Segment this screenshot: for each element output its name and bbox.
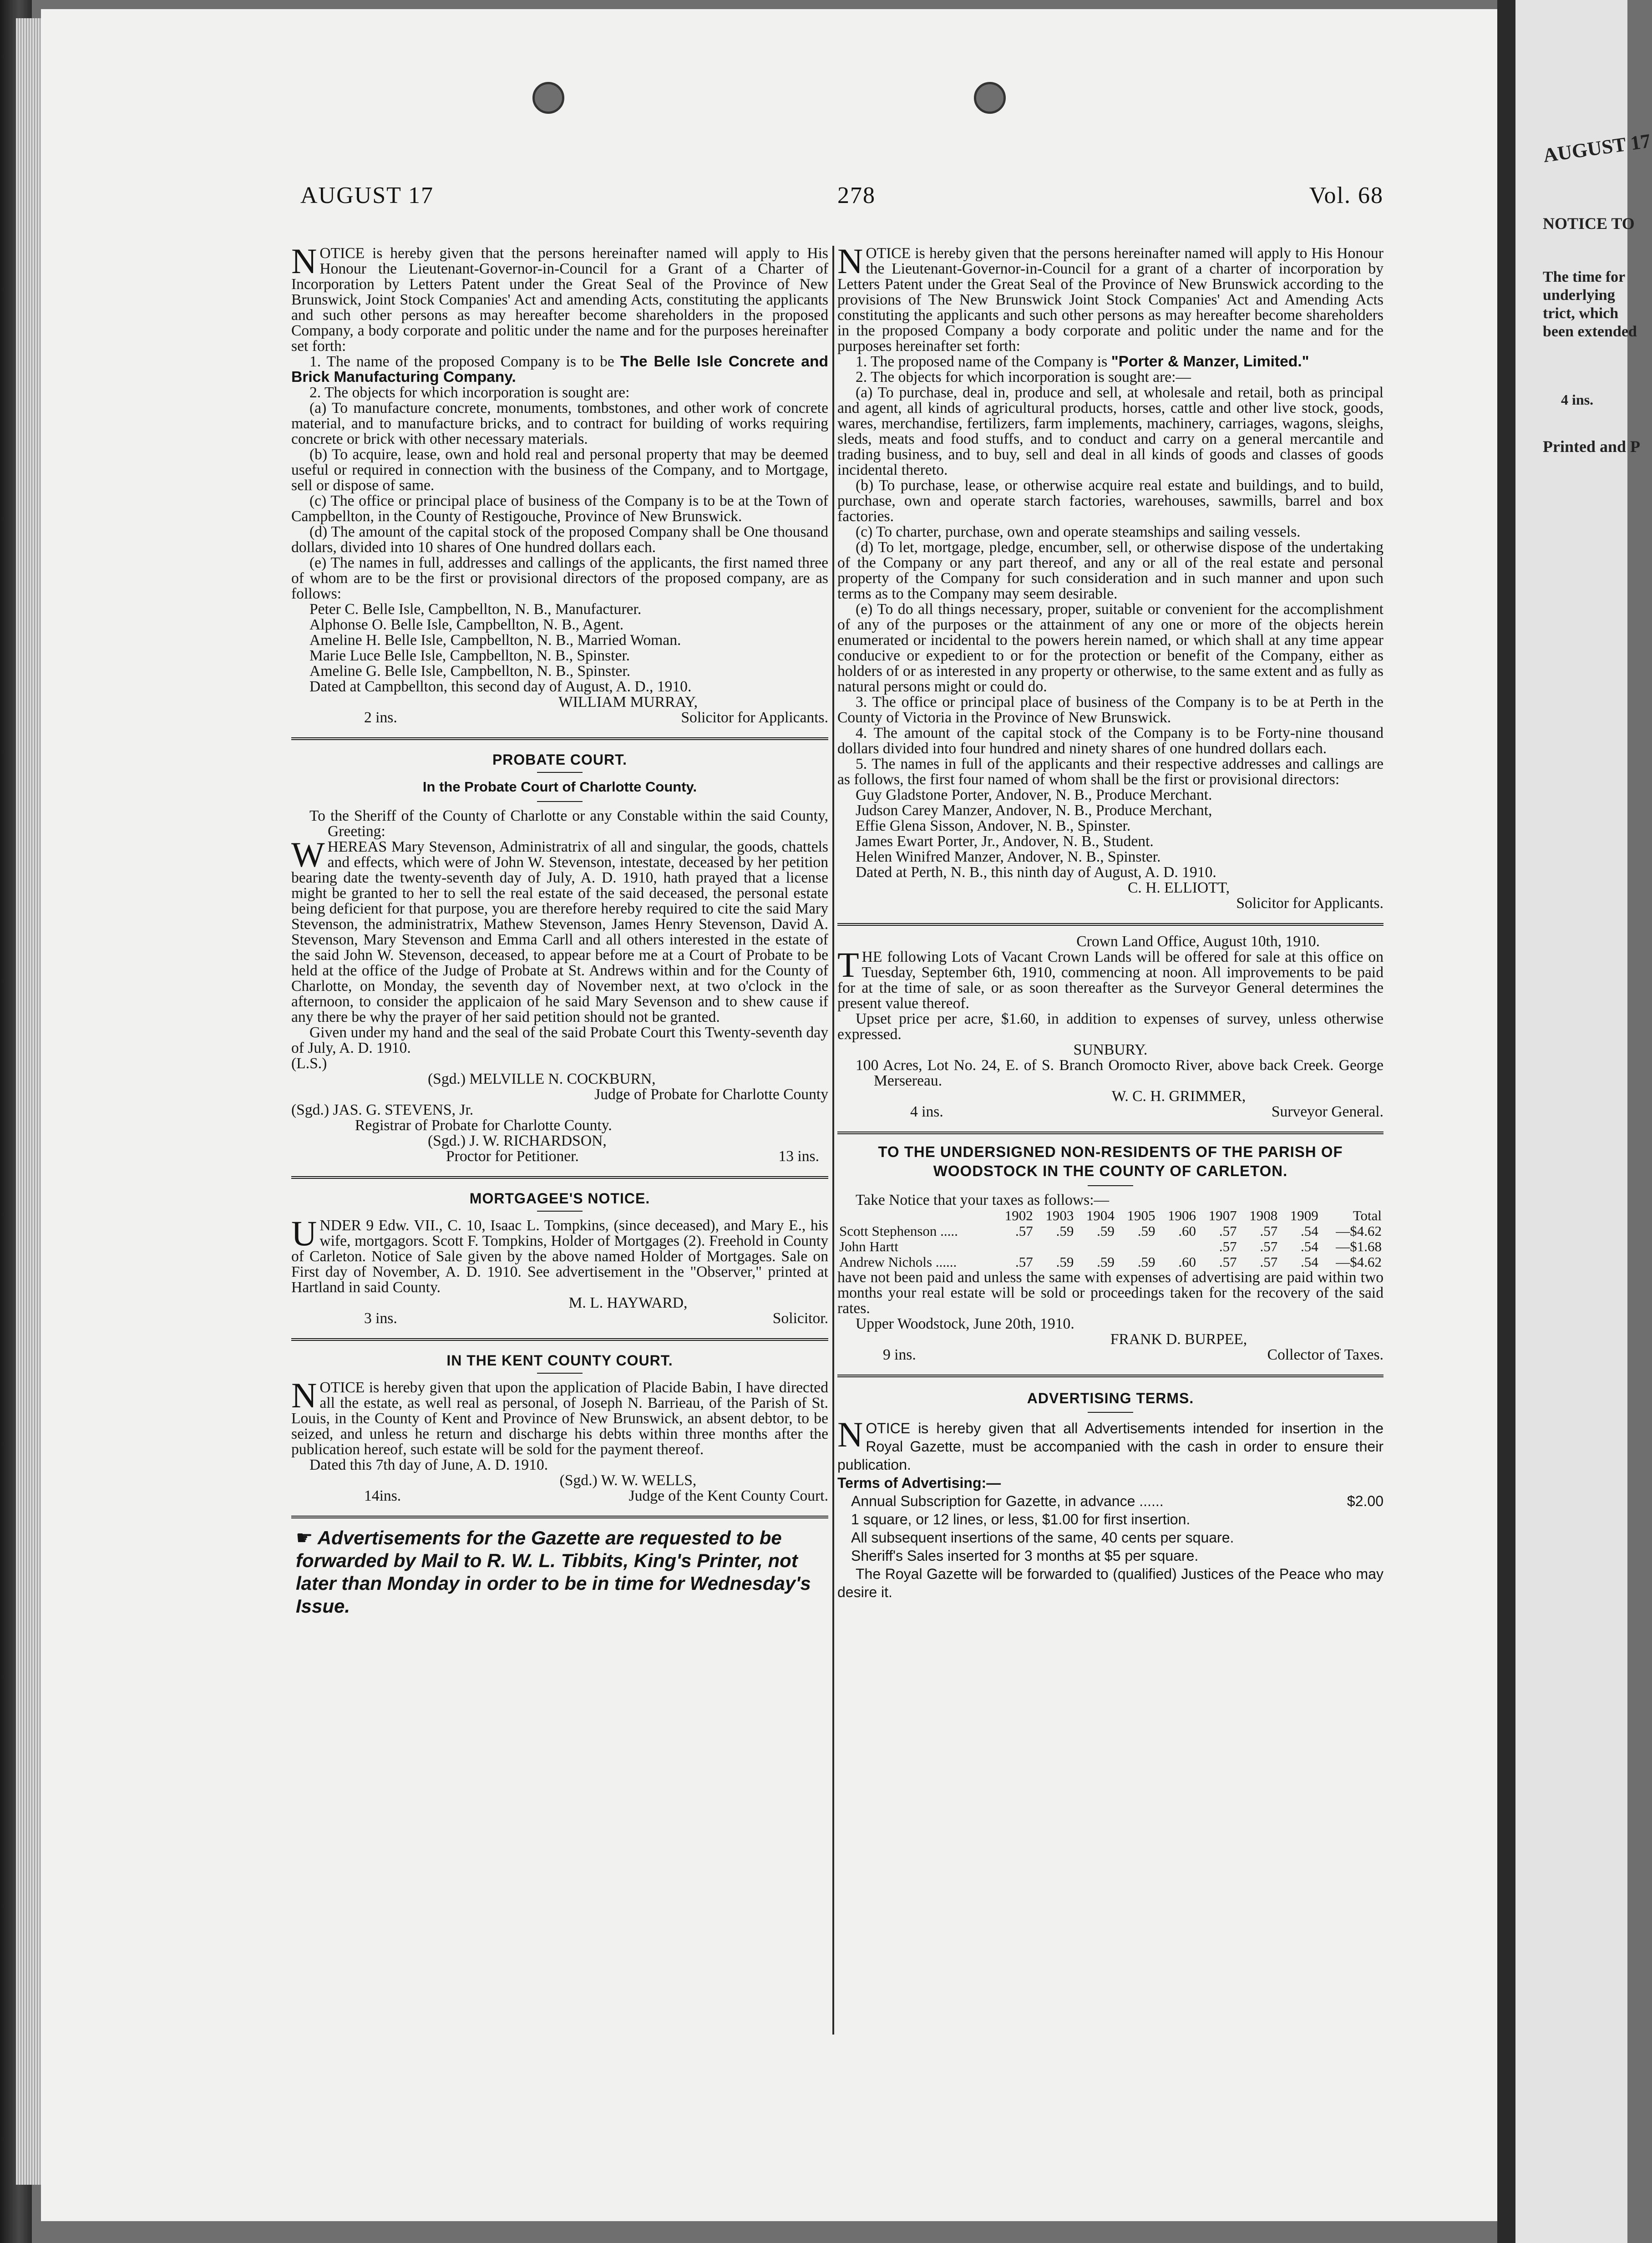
year-header: 1904 [1086, 1208, 1115, 1223]
terms-line: Annual Subscription for Gazette, in advance ...... $2.00 [851, 1493, 1383, 1509]
probate-court-notice [291, 752, 828, 1164]
left-column [291, 241, 828, 1618]
column-divider [832, 246, 834, 2035]
dated-line: Dated at Campbellton, this second day of August, A. D., 1910. [309, 678, 692, 695]
given-line: Given under my hand and the seal of the said Probate Court this Twenty-seventh day of July, A. D. 1910. [291, 1024, 828, 1056]
lot-description: 100 Acres, Lot No. 24, E. of S. Branch Oromocto River, above back Creek. George Mersereau. [856, 1057, 1383, 1089]
short-rule [537, 1373, 583, 1374]
year-header: 1906 [1168, 1208, 1196, 1223]
insertions-count: 2 ins. [364, 709, 397, 726]
notice-body: OTICE is hereby given that all Advertisements intended for insertion in the Royal Gazette, must be accompanied with the cash in order to ensure their publication. [837, 1420, 1383, 1473]
insertions-count: 13 ins. [778, 1148, 819, 1165]
item-2: 2. The objects for which incorporation is sought are: [309, 384, 630, 401]
table-row: Scott Stephenson ..... .57 .59 .59 .59 .60 .57 .57 .54 —$4.62 [837, 1223, 1383, 1239]
item-b: (b) To acquire, lease, own and hold real and personal property that may be deemed useful or required in connection with the business of the Company, and to Mortgage, sell or dispose of same. [291, 446, 828, 494]
section-title: PROBATE COURT. [492, 751, 628, 768]
registrar-name: (Sgd.) JAS. G. STEVENS, Jr. [291, 1101, 474, 1118]
tax-table-header [837, 1208, 1383, 1223]
header-date: AUGUST 17 [300, 183, 434, 208]
section-rule [291, 737, 828, 742]
notice-body: NDER 9 Edw. VII., C. 10, Isaac L. Tompkins, (since deceased), and Mary E., his wife, mortgagors. Scott F. Tompkins, Holder of Mortgages (2). Freehold in County of Carleton. Notice of Sale given by the above named Holder of Mortgages. Sale on First day of November, A. D. 1910. See advertisement in the "Observer," printed at Hartland in said County. [291, 1217, 828, 1296]
terms-line: 1 square, or 12 lines, or less, $1.00 for first insertion. [851, 1511, 1191, 1527]
office-dateline: Crown Land Office, August 10th, 1910. [1076, 933, 1320, 950]
tax-table [837, 1208, 1383, 1270]
applicant: Ameline H. Belle Isle, Campbellton, N. B., Married Woman. [309, 632, 681, 649]
crown-land-notice [837, 934, 1383, 1120]
item-d: (d) To let, mortgage, pledge, encumber, sell, or otherwise dispose of the undertaking of the Company or any part thereof, and any or all of the real estate and personal property of the Company for such consideration and in such manner and upon such terms as to the Company may seem desirable. [837, 539, 1383, 602]
county-heading: SUNBURY. [1073, 1041, 1148, 1058]
company-name: "Porter & Manzer, Limited." [1111, 353, 1309, 370]
applicant: Marie Luce Belle Isle, Campbellton, N. B., Spinster. [309, 647, 630, 664]
signer-title: Solicitor for Applicants. [1236, 895, 1383, 912]
seal-marker: (L.S.) [291, 1055, 327, 1072]
section-subtitle: In the Probate Court of Charlotte County. [422, 779, 697, 795]
item-d: (d) The amount of the capital stock of the proposed Company shall be One thousand dollars, divided into 10 shares of One hundred dollars each. [291, 523, 828, 556]
signer-name: WILLIAM MURRAY, [558, 694, 698, 710]
section-title: ADVERTISING TERMS. [1027, 1390, 1194, 1406]
short-rule [1088, 1185, 1133, 1186]
taxpayer-name: John Hartt [839, 1238, 899, 1254]
notice-intro: OTICE is hereby given that the persons hereinafter named will apply to His Honour the Lieutenant-Governor-in-Council for a Grant of a Charter of Incorporation by Letters Patent under the Great Seal of the Province of New Brunswick, Joint Stock Companies' Act and amending Acts, constituting the applicants and such other persons as may hereafter become shareholders in the proposed Company, a body corporate and politic under the name and for the purposes hereinafter set forth: [291, 245, 828, 355]
table-row: John Hartt .57 .57 .54 —$1.68 [837, 1239, 1383, 1254]
notice-body: HE following Lots of Vacant Crown Lands will be offered for sale at this office on Tuesday, September 6th, 1910, commencing at noon. All improvements to be paid for at the time of sale, or as soon thereafter as the Surveyor General determines the present value thereof. [837, 949, 1383, 1012]
section-rule [837, 1375, 1383, 1379]
dropcap: W [291, 835, 325, 874]
right-column [837, 241, 1383, 1601]
header-page-number: 278 [837, 183, 876, 208]
item-b: (b) To purchase, lease, or otherwise acquire real estate and buildings, and to build, purchase, own and operate starch factories, warehouses, sawmills, barrel and box factories. [837, 477, 1383, 525]
fragment-text: AUGUST 17 [1541, 129, 1652, 167]
item-3: 3. The office or principal place of business of the Company is to be at Perth in the County of Victoria in the Province of New Brunswick. [837, 694, 1383, 726]
year-header: 1909 [1290, 1208, 1318, 1223]
address-line: To the Sheriff of the County of Charlotte or any Constable within the said County, Greeting: [309, 807, 828, 840]
item-a: (a) To manufacture concrete, monuments, tombstones, and other work of concrete material, and to manufacture bricks, and to contract for building of works requiring concrete or brick with other necessary materials. [291, 400, 828, 447]
item-1: 1. The name of the proposed Company is to be [309, 353, 614, 370]
insertions-count: 4 ins. [910, 1103, 943, 1120]
applicant: Alphonse O. Belle Isle, Campbellton, N. B., Agent. [309, 616, 624, 633]
applicant: Peter C. Belle Isle, Campbellton, N. B., Manufacturer. [309, 601, 642, 618]
adjacent-page-fragment [1497, 0, 1652, 2243]
fragment-text: The time for [1543, 269, 1626, 285]
kent-county-notice [291, 1353, 828, 1504]
insertions-count: 9 ins. [883, 1346, 916, 1363]
item-2: 2. The objects for which incorporation is sought are:— [856, 369, 1191, 386]
dropcap: N [291, 241, 317, 281]
terms-line: All subsequent insertions of the same, 40 cents per square. [851, 1529, 1234, 1546]
year-header: 1908 [1249, 1208, 1278, 1223]
advertising-terms [837, 1389, 1383, 1601]
registrar-title: Registrar of Probate for Charlotte County. [355, 1117, 612, 1134]
signer-name: (Sgd.) W. W. WELLS, [559, 1472, 697, 1489]
company-name: The Belle Isle Concrete and Brick Manufacturing Company. [291, 353, 828, 386]
signer-title: Judge of the Kent County Court. [628, 1487, 828, 1504]
dropcap: N [837, 1415, 863, 1454]
signer-title: Solicitor for Applicants. [681, 709, 828, 726]
signer-name: W. C. H. GRIMMER, [1111, 1088, 1246, 1105]
section-rule [837, 1132, 1383, 1136]
judge-name: (Sgd.) MELVILLE N. COCKBURN, [428, 1071, 656, 1087]
item-1: 1. The proposed name of the Company is [856, 353, 1108, 370]
item-e: (e) The names in full, addresses and callings of the applicants, the first named three of whom are to be the first or provisional directors of the proposed company, are as follows: [291, 554, 828, 602]
applicant: Helen Winifred Manzer, Andover, N. B., Spinster. [856, 848, 1161, 865]
fragment-text: underlying [1543, 287, 1615, 304]
notice-body: OTICE is hereby given that upon the application of Placide Babin, I have directed all the estate, as well real as personal, of Joseph N. Barrieau, of the Parish of St. Louis, in the County of Kent and Province of New Brunswick, an absent debtor, to be seized, and unless he return and discharge his debts within three months after the publication hereof, such estate will be sold for the payment thereof. [291, 1379, 828, 1458]
year-header: 1907 [1208, 1208, 1237, 1223]
notice-intro: OTICE is hereby given that the persons hereinafter named will apply to His Honour the Lieutenant-Governor-in-Council for a grant of a charter of incorporation by Letters Patent under the Great Seal of the Province of New Brunswick according to the provisions of The New Brunswick Joint Stock Companies' Act and Amending Acts constituting the applicants and such other persons as may hereafter become shareholders in the proposed Company a body corporate and politic under the name and for the purposes hereinafter set forth: [837, 245, 1383, 355]
short-rule [537, 772, 583, 773]
fragment-text: NOTICE TO [1543, 214, 1635, 233]
terms-line: Sheriff's Sales inserted for 3 months at $5 per square. [851, 1548, 1199, 1564]
dropcap: U [291, 1213, 317, 1253]
item-c: (c) The office or principal place of business of the Company is to be at the Town of Campbellton, in the County of Restigouche, Province of New Brunswick. [291, 492, 828, 525]
taxpayer-name: Andrew Nichols ...... [839, 1254, 957, 1270]
short-rule [1088, 1412, 1133, 1413]
porter-manzer-notice [837, 241, 1383, 912]
section-title: MORTGAGEE'S NOTICE. [469, 1190, 650, 1207]
take-notice: Take Notice that your taxes as follows:— [856, 1192, 1110, 1208]
applicant: James Ewart Porter, Jr., Andover, N. B., Student. [856, 833, 1154, 850]
signer-name: M. L. HAYWARD, [568, 1294, 688, 1311]
dropcap: N [291, 1375, 317, 1415]
header-volume: Vol. 68 [1309, 183, 1383, 208]
dated-line: Dated at Perth, N. B., this ninth day of August, A. D. 1910. [856, 864, 1216, 881]
binder-hole-left [532, 82, 564, 114]
notice-body: HEREAS Mary Stevenson, Administratrix of all and singular, the goods, chattels and effects, which were of John W. Stevenson, intestate, deceased by her petition bearing date the twenty-seventh day of July, A. D. 1910, hath prayed that a license might be granted to her to sell the real estate of the said deceased, the personal estate being deficient for that purpose, you are therefore hereby required to cite the said Mary Stevenson, the administratrix, Mathew Stevenson, James Henry Stevenson, David A. Stevenson, Mary Stevenson and Emma Carll and all others interested in the estate of the said John W. Stevenson, deceased, to appear before me at a Court of Probate to be held at the office of the Judge of Probate at St. Andrews within and for the County of Charlotte, on Monday, the seventh day of November next, at two o'clock in the afternoon, to consider the applicaion of he said Mary Sevenson and to shew cause if any there be why the prayer of her said petition should not be granted. [291, 838, 828, 1025]
short-rule [537, 801, 583, 802]
section-rule [291, 1516, 828, 1520]
dated-line: Dated this 7th day of June, A. D. 1910. [309, 1456, 548, 1473]
short-rule [537, 1211, 583, 1212]
taxpayer-name: Scott Stephenson ..... [839, 1223, 958, 1239]
item-a: (a) To purchase, deal in, produce and sell, at wholesale and retail, both as principal and agent, all kinds of agricultural products, horses, cattle and other live stock, goods, wares, merchandise, fertilizers, farm implements, machinery, carriages, wagons, sleighs, sleds, meats and food stuffs, and to conduct and carry on a general mercantile and trading business, and to buy, sell and deal in all kinds of goods and classes of goods incidental thereto. [837, 384, 1383, 478]
gazette-footer: The Royal Gazette will be forwarded to (qualified) Justices of the Peace who may desire it. [837, 1566, 1383, 1600]
item-e: (e) To do all things necessary, proper, suitable or convenient for the accomplishment of any of the purposes or the attainment of any one or more of the objects herein enumerated or incidental to the powers herein named, or which shall at any time appear conducive or expedient to or for the protection or benefit of the Company, either as holders of or as interested in any property or otherwise, to the same extent and as fully as natural persons might or could do. [837, 601, 1383, 695]
judge-title: Judge of Probate for Charlotte County [594, 1086, 828, 1103]
item-4: 4. The amount of the capital stock of the Company is to be Forty-nine thousand dollars divided into four hundred and ninety shares of one hundred dollars each. [837, 725, 1383, 757]
page-stack-edges [16, 18, 43, 2185]
total-header: Total [1353, 1208, 1382, 1223]
signer-title: Surveyor General. [1271, 1103, 1383, 1120]
section-title: TO THE UNDERSIGNED NON-RESIDENTS OF THE PARISH OF WOODSTOCK IN THE COUNTY OF CARLETON. [878, 1143, 1343, 1179]
applicant: Judson Carey Manzer, Andover, N. B., Produce Merchant, [856, 802, 1212, 819]
dated-line: Upper Woodstock, June 20th, 1910. [856, 1315, 1074, 1332]
year-header: 1903 [1045, 1208, 1074, 1223]
signer-name: FRANK D. BURPEE, [1110, 1331, 1247, 1348]
mortgagee-notice [291, 1191, 828, 1326]
dropcap: T [837, 945, 859, 984]
section-rule [291, 1176, 828, 1181]
binder-hole-right [974, 82, 1006, 114]
terms-value: $2.00 [1347, 1493, 1383, 1509]
woodstock-tax-notice [837, 1142, 1383, 1363]
year-header: 1902 [1004, 1208, 1033, 1223]
section-rule [291, 1338, 828, 1343]
page-header [300, 182, 1383, 218]
notice-body: have not been paid and unless the same with expenses of advertising are paid within two months your real estate will be sold or proceedings taken for the recovery of the said rates. [837, 1269, 1383, 1317]
item-5: 5. The names in full of the applicants and their respective addresses and callings are as follows, the first four named of whom shall be the first or provisional directors: [837, 756, 1383, 788]
belle-isle-notice [291, 241, 828, 726]
fragment-text: Printed and P [1543, 437, 1641, 456]
applicant: Ameline G. Belle Isle, Campbellton, N. B., Spinster. [309, 663, 631, 680]
section-title: IN THE KENT COUNTY COURT. [446, 1352, 673, 1369]
table-row: Andrew Nichols ...... .57 .59 .59 .59 .60 .57 .57 .54 —$4.62 [837, 1254, 1383, 1270]
fragment-text: 4 ins. [1561, 391, 1594, 408]
applicant: Guy Gladstone Porter, Andover, N. B., Produce Merchant. [856, 787, 1212, 803]
terms-label: Terms of Advertising:— [837, 1475, 1001, 1491]
insertions-count: 14ins. [364, 1487, 401, 1504]
signer-title: Collector of Taxes. [1267, 1346, 1383, 1363]
applicant: Effie Glena Sisson, Andover, N. B., Spinster. [856, 817, 1131, 834]
signer-title: Solicitor. [772, 1310, 828, 1327]
section-rule [837, 923, 1383, 928]
fragment-text: been extended [1543, 323, 1637, 340]
year-header: 1905 [1127, 1208, 1155, 1223]
proctor-name: (Sgd.) J. W. RICHARDSON, [428, 1132, 607, 1149]
proctor-title: Proctor for Petitioner. [446, 1148, 579, 1165]
upset-price: Upset price per acre, $1.60, in addition to expenses of survey, unless otherwise expressed. [837, 1010, 1383, 1043]
item-c: (c) To charter, purchase, own and operate steamships and sailing vessels. [856, 523, 1301, 540]
dropcap: N [837, 241, 863, 281]
signer-name: C. H. ELLIOTT, [1127, 879, 1230, 896]
fragment-text: trict, which [1543, 305, 1619, 322]
insertions-count: 3 ins. [364, 1310, 397, 1327]
advertisement-notice: ☛ Advertisements for the Gazette are requested to be forwarded by Mail to R. W. L. Tibbits, King's Printer, not later than Monday in order to be in time for Wednesday's Issue. [296, 1527, 811, 1617]
